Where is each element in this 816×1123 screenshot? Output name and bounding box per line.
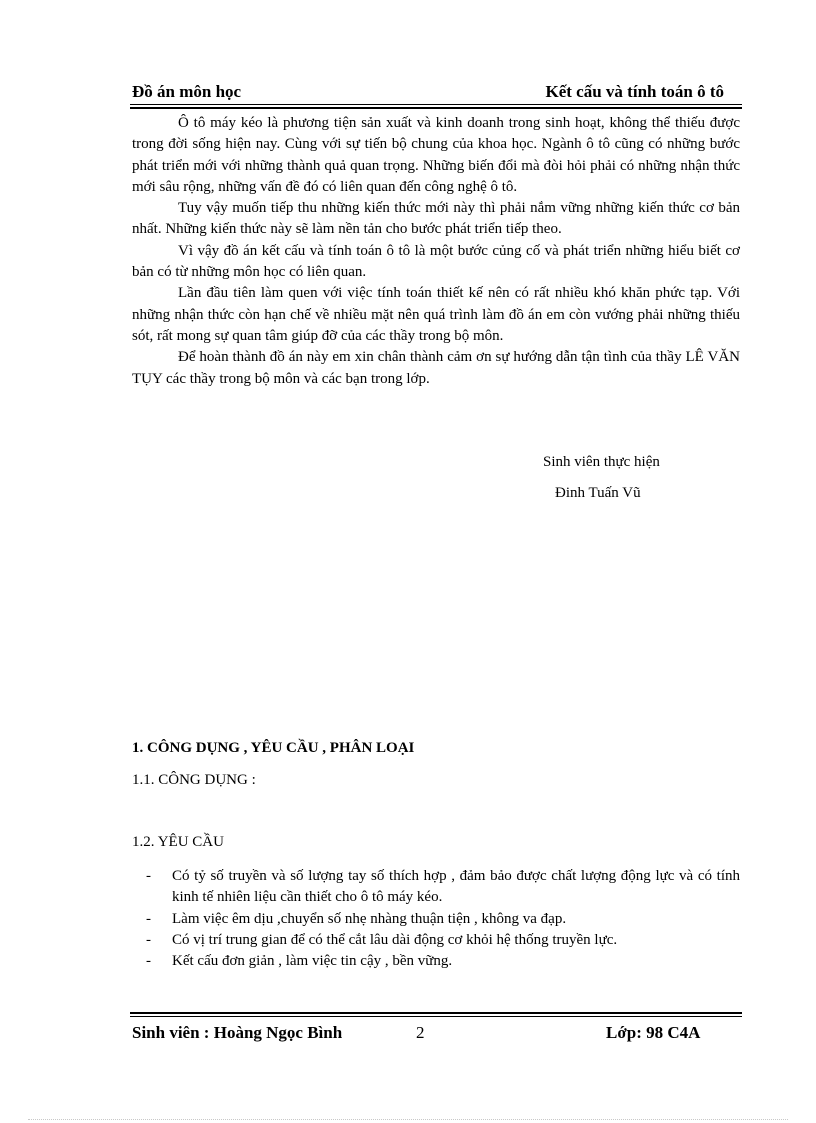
list-item [146, 951, 740, 972]
header-course-title: Đồ án môn học [132, 82, 242, 101]
bullet-dash: - [146, 931, 151, 948]
header-rule-thin [130, 104, 742, 105]
bullet-dash: - [146, 868, 151, 884]
paragraph: Lần đầu tiên làm quen với việc tính toán thiết kế nên có rất nhiều khó khăn phức tạp. Với những nhận thức còn hạn chế về nhiều mặt nên quá trình làm đồ án em còn vướng phải những thiếu sót, rất mong sự quan tâm giúp đỡ của các thầy trong bộ môn. [132, 285, 740, 344]
bullet-dash: - [146, 910, 151, 927]
list-item-text: Có tỷ số truyền và số lượng tay số thích hợp , đảm bảo được chất lượng động lực và có tính kinh tế nhiên liệu cần thiết cho ô tô máy kéo. [172, 868, 740, 906]
page-footer [132, 1023, 732, 1045]
header-rule-thick [130, 107, 742, 109]
subsection-heading-usage: 1.1. CÔNG DỤNG : [132, 772, 256, 788]
section-heading: 1. CÔNG DỤNG , YÊU CẦU , PHÂN LOẠI [132, 740, 415, 756]
page-number: 2 [416, 1023, 425, 1042]
introduction-body [132, 113, 740, 390]
signature-role: Sinh viên thực hiện [543, 454, 660, 470]
requirements-list [146, 866, 740, 972]
list-item [146, 930, 740, 951]
list-item [146, 866, 740, 909]
subsection-heading-requirements: 1.2. YÊU CẦU [132, 834, 224, 850]
paragraph: Tuy vậy muốn tiếp thu những kiến thức mới này thì phải nắm vững những kiến thức cơ bản nhất. Những kiến thức này sẽ làm nền tản cho bước phát triển tiếp theo. [132, 200, 740, 238]
footer-rule-thick [130, 1012, 742, 1014]
paragraph: Ô tô máy kéo là phương tiện sản xuất và kinh doanh trong sinh hoạt, không thể thiếu được trong đời sống hiện nay. Cùng với sự tiến bộ chung của khoa học. Ngành ô tô cũng có những bước phát triển mới với những thành quả quan trọng. Những biến đổi mà đòi hỏi phải có những nhận thức mới sâu rộng, những vấn đề đó có liên quan đến công nghệ ô tô. [132, 115, 740, 195]
list-item [146, 909, 740, 930]
list-item-text: Kết cấu đơn giản , làm việc tin cậy , bền vững. [172, 953, 453, 970]
header-subject-title: Kết cấu và tính toán ô tô [545, 82, 724, 101]
page-edge-divider [28, 1119, 788, 1120]
footer-class: Lớp: 98 C4A [606, 1023, 701, 1042]
list-item-text: Làm việc êm dịu ,chuyển số nhẹ nhàng thuận tiện , không va đạp. [172, 910, 567, 927]
bullet-dash: - [146, 953, 151, 970]
footer-rule-thin [130, 1016, 742, 1017]
signature-name: Đinh Tuấn Vũ [555, 485, 641, 501]
list-item-text: Có vị trí trung gian để có thể cắt lâu dài động cơ khỏi hệ thống truyền lực. [172, 931, 618, 948]
paragraph: Vì vậy đồ án kết cấu và tính toán ô tô là một bước củng cố và phát triển những hiểu biết cơ bản có từ những môn học có liên quan. [132, 242, 740, 281]
paragraph: Để hoàn thành đồ án này em xin chân thành cảm ơn sự hướng dẫn tận tình của thầy LÊ VĂN TỤY các thầy trong bộ môn và các bạn trong lớp. [132, 349, 740, 387]
page-header [132, 82, 724, 104]
footer-student-name: Sinh viên : Hoàng Ngọc Bình [132, 1023, 343, 1042]
